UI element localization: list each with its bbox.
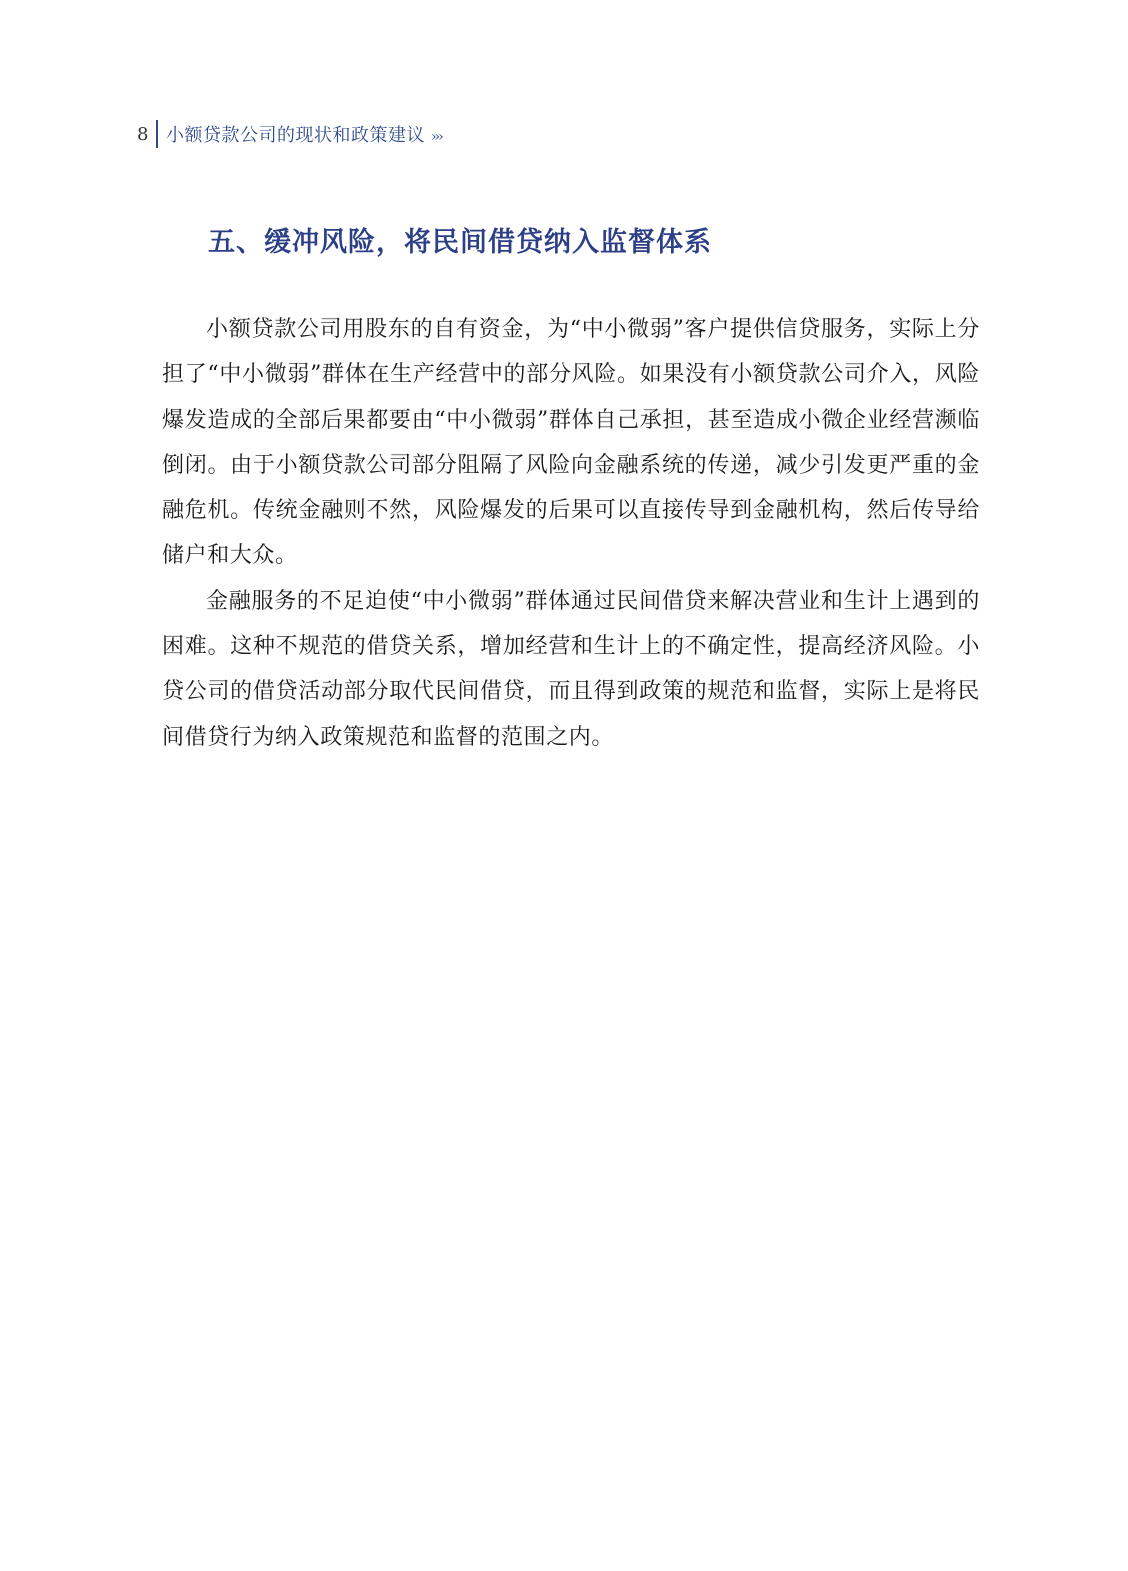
body-text (162, 307, 980, 760)
section-heading: 五、缓冲风险，将民间借贷纳入监督体系 (208, 227, 712, 258)
header-divider (156, 120, 158, 148)
running-header (137, 119, 442, 149)
chevrons-icon: ››› (430, 129, 442, 145)
paragraph-1: 小额贷款公司用股东的自有资金，为“中小微弱”客户提供信贷服务，实际上分担了“中小微弱”群体在生产经营中的部分风险。如果没有小额贷款公司介入，风险爆发造成的全部后果都要由“中小微弱”群体自己承担，甚至造成小微企业经营濒临倒闭。由于小额贷款公司部分阻隔了风险向金融系统的传递，减少引发更严重的金融危机。传统金融则不然，风险爆发的后果可以直接传导到金融机构，然后传导给储户和大众。 (162, 317, 980, 569)
book-title: 小额贷款公司的现状和政策建议 (165, 125, 425, 146)
page-number: 8 (137, 123, 149, 145)
paragraph-2: 金融服务的不足迫使“中小微弱”群体通过民间借贷来解决营业和生计上遇到的困难。这种不规范的借贷关系，增加经营和生计上的不确定性，提高经济风险。小贷公司的借贷活动部分取代民间借贷，而且得到政策的规范和监督，实际上是将民间借贷行为纳入政策规范和监督的范围之内。 (162, 588, 980, 750)
